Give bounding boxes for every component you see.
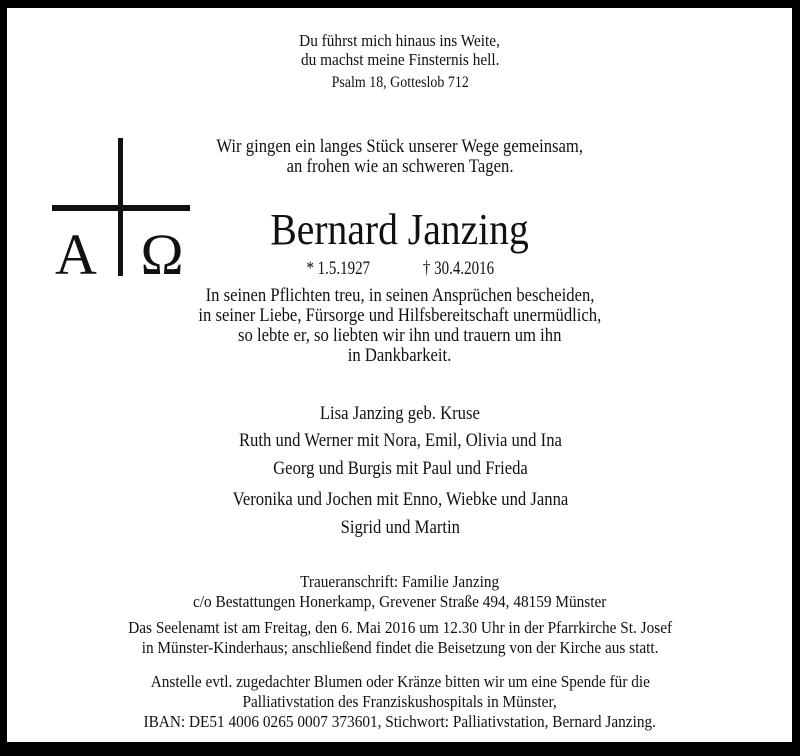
mourner-line: Lisa Janzing geb. Kruse — [319, 404, 480, 424]
tribute-line: in Dankbarkeit. — [348, 346, 452, 366]
mourner-line: Veronika und Jochen mit Enno, Wiebke und Janna — [232, 490, 568, 510]
donation-line: Anstelle evtl. zugedachter Blumen oder Kränze bitten wir um eine Spende für die — [150, 672, 650, 691]
tribute-line: In seinen Pflichten treu, in seinen Ansprüchen bescheiden, — [205, 286, 595, 306]
tribute-line: in seiner Liebe, Fürsorge und Hilfsbereitschaft unermüdlich, — [198, 306, 602, 326]
service-line: Das Seelenamt ist am Freitag, den 6. Mai 2016 um 12.30 Uhr in der Pfarrkirche St. Josef — [128, 618, 672, 637]
motto-line: du machst meine Finsternis hell. — [300, 50, 500, 69]
quote-line: an frohen wie an schweren Tagen. — [286, 157, 514, 177]
omega-symbol: Ω — [140, 222, 184, 287]
donation-line: IBAN: DE51 4006 0265 0007 373601, Stichwort: Palliativstation, Bernard Janzing. — [143, 712, 657, 731]
quote-line: Wir gingen ein langes Stück unserer Wege gemeinsam, — [216, 137, 584, 157]
motto-line: Du führst mich hinaus ins Weite, — [299, 31, 501, 50]
death-date: † 30.4.2016 — [422, 259, 494, 279]
mourner-line: Ruth und Werner mit Nora, Emil, Olivia und Ina — [238, 431, 562, 451]
donation-line: Palliativstation des Franziskushospitals in Münster, — [242, 692, 558, 711]
birth-date: * 1.5.1927 — [306, 259, 370, 279]
address-line: c/o Bestattungen Honerkamp, Grevener Straße 494, 48159 Münster — [193, 592, 607, 611]
service-line: in Münster-Kinderhaus; anschließend findet die Beisetzung von der Kirche aus statt. — [141, 638, 659, 657]
mourner-line: Georg und Burgis mit Paul und Frieda — [272, 459, 528, 479]
motto-source: Psalm 18, Gotteslob 712 — [331, 74, 469, 91]
deceased-name: Bernard Janzing — [270, 205, 530, 254]
address-line: Traueranschrift: Familie Janzing — [300, 572, 500, 591]
alpha-symbol: A — [55, 222, 97, 287]
life-dates — [0, 260, 800, 279]
tribute-line: so lebte er, so liebten wir ihn und trauern um ihn — [238, 326, 562, 346]
mourner-line: Sigrid und Martin — [340, 518, 460, 538]
